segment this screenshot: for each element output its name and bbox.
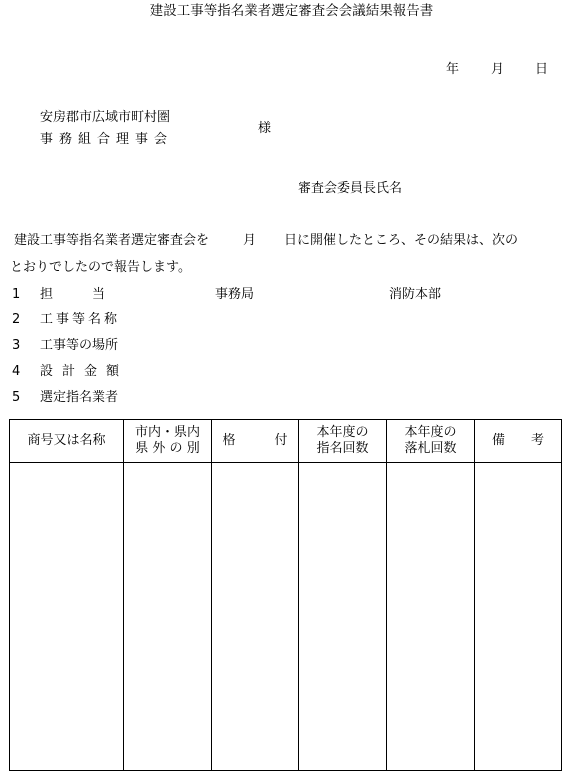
header-remarks: 備 考 xyxy=(475,420,562,463)
item-label: 設計金額 xyxy=(40,364,129,379)
item-number: 1 xyxy=(12,287,21,302)
body-month: 月 xyxy=(243,233,257,248)
page-title: 建設工事等指名業者選定審査会会議結果報告書 xyxy=(149,3,434,19)
table-cell xyxy=(212,463,299,771)
body-paragraph-line1 xyxy=(14,233,518,249)
item-number: 2 xyxy=(12,312,21,327)
item-number: 5 xyxy=(12,390,21,405)
header-region: 市内・県内 県 外 の 別 xyxy=(124,420,212,463)
date-month: 月 xyxy=(491,62,505,77)
item-label: 工事等の場所 xyxy=(40,338,119,353)
body-paragraph-line2: とおりでしたので報告します。 xyxy=(10,260,191,275)
table-cell xyxy=(10,463,124,771)
table-header-row xyxy=(10,420,562,463)
header-company-name: 商号又は名称 xyxy=(10,420,124,463)
date-day: 日 xyxy=(535,62,549,77)
table-cell xyxy=(299,463,387,771)
item-dept-office: 事務局 xyxy=(215,287,255,302)
designated-contractors-table xyxy=(9,419,562,771)
date-year: 年 xyxy=(446,62,460,77)
table-cell xyxy=(124,463,212,771)
header-nomination-count: 本年度の 指名回数 xyxy=(299,420,387,463)
addressee-honorific: 様 xyxy=(258,121,272,136)
table-cell xyxy=(387,463,475,771)
header-award-count: 本年度の 落札回数 xyxy=(387,420,475,463)
item-number: 3 xyxy=(12,338,21,353)
body-part1: 建設工事等指名業者選定審査会を xyxy=(14,233,210,248)
table-row xyxy=(10,463,562,771)
item-label: 担 当 xyxy=(40,287,106,302)
addressee-line2: 事務組合理事会 xyxy=(40,132,174,147)
header-rating: 格 付 xyxy=(212,420,299,463)
item-label: 工事等名称 xyxy=(40,312,121,327)
item-dept-fire: 消防本部 xyxy=(389,287,442,302)
addressee-line1: 安房郡市広域市町村圏 xyxy=(40,110,171,125)
item-label: 選定指名業者 xyxy=(40,390,119,405)
table-cell xyxy=(475,463,562,771)
chairman-name-label: 審査会委員長氏名 xyxy=(298,181,403,196)
item-number: 4 xyxy=(12,364,21,379)
body-part2: 日に開催したところ、その結果は、次の xyxy=(284,233,519,248)
